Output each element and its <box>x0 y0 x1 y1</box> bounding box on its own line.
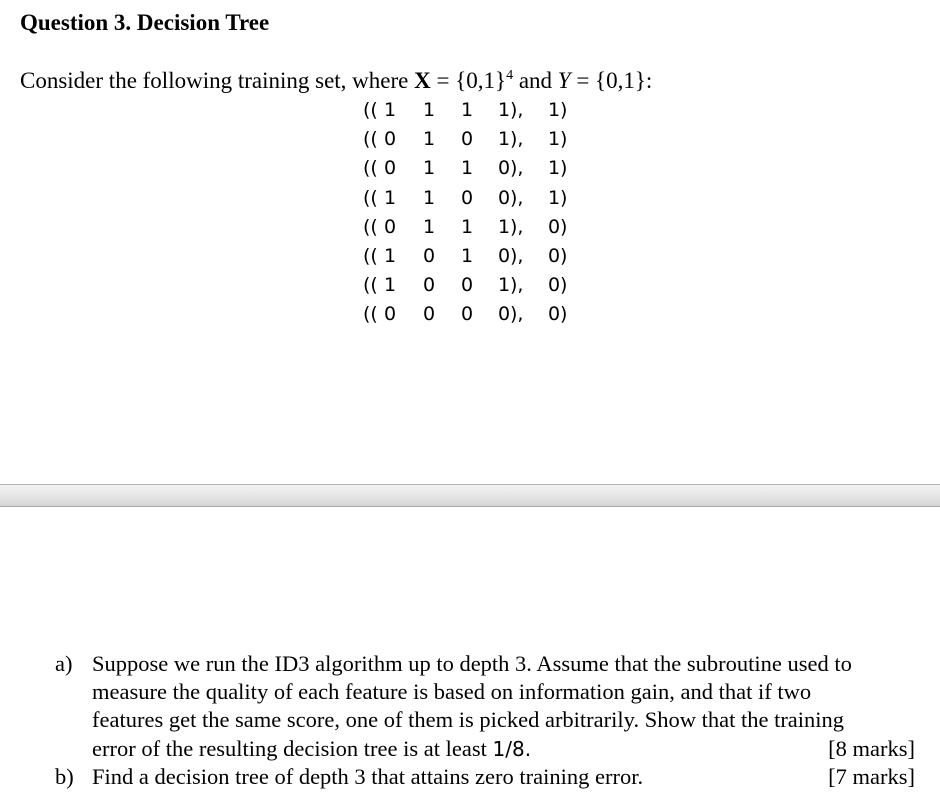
feature-x2: 1 <box>423 186 436 209</box>
row-open-paren: (( <box>363 99 378 121</box>
feature-x3: 0 <box>461 128 474 151</box>
row-close-paren: ) <box>560 128 568 151</box>
feature-x3: 1 <box>461 215 474 238</box>
training-row <box>363 154 583 183</box>
label-y: 1 <box>548 157 561 180</box>
row-separator: ), <box>510 274 524 297</box>
row-close-paren: ) <box>560 215 568 238</box>
label-y: 1 <box>548 128 561 151</box>
feature-x3: 1 <box>461 99 474 121</box>
training-row <box>363 96 583 125</box>
feature-x2: 0 <box>423 244 436 267</box>
error-bound-value: 1/8. <box>492 736 532 761</box>
training-row <box>363 125 583 154</box>
label-y: 1 <box>548 99 561 121</box>
part-b <box>0 763 940 791</box>
feature-x2: 1 <box>423 215 436 238</box>
part-a-line-1: Suppose we run the ID3 algorithm up to depth 3. Assume that the subroutine used to <box>92 651 852 676</box>
label-y: 0 <box>548 274 561 297</box>
part-a-line-3: features get the same score, one of them is picked arbitrarily. Show that the training <box>92 707 845 733</box>
row-close-paren: ) <box>560 157 568 180</box>
feature-x1: 1 <box>384 99 397 121</box>
feature-x3: 0 <box>461 303 474 326</box>
question-parts <box>0 650 940 791</box>
part-b-label: b) <box>55 763 74 789</box>
feature-x1: 0 <box>384 128 397 151</box>
feature-x4: 1 <box>498 99 511 121</box>
label-y: 0 <box>548 303 561 326</box>
feature-x2: 1 <box>423 99 436 121</box>
feature-x4: 1 <box>498 215 511 238</box>
feature-x2: 1 <box>423 128 436 151</box>
feature-x4: 1 <box>498 128 511 151</box>
feature-x4: 0 <box>498 244 511 267</box>
training-row <box>363 300 583 329</box>
row-open-paren: (( <box>363 215 378 238</box>
feature-x1: 0 <box>384 215 397 238</box>
row-separator: ), <box>510 244 524 267</box>
row-separator: ), <box>510 99 524 121</box>
feature-x1: 1 <box>384 274 397 297</box>
feature-x3: 1 <box>461 157 474 180</box>
row-separator: ), <box>510 186 524 209</box>
row-open-paren: (( <box>363 186 378 209</box>
label-y: 0 <box>548 215 561 238</box>
feature-x1: 1 <box>384 244 397 267</box>
row-open-paren: (( <box>363 244 378 267</box>
section-divider <box>0 484 940 507</box>
row-close-paren: ) <box>560 244 568 267</box>
feature-x2: 0 <box>423 303 436 326</box>
x-domain: = {0,1} <box>430 68 507 93</box>
feature-x4: 0 <box>498 186 511 209</box>
row-separator: ), <box>510 157 524 180</box>
row-open-paren: (( <box>363 157 378 180</box>
training-row <box>363 271 583 300</box>
question-title: Question 3. Decision Tree <box>20 10 270 35</box>
row-open-paren: (( <box>363 274 378 297</box>
training-row <box>363 184 583 213</box>
row-close-paren: ) <box>560 303 568 326</box>
feature-x1: 0 <box>384 157 397 180</box>
row-close-paren: ) <box>560 274 568 297</box>
feature-x1: 0 <box>384 303 397 326</box>
part-a-marks: [8 marks] <box>828 735 915 761</box>
label-y: 0 <box>548 244 561 267</box>
part-a-line-4: error of the resulting decision tree is at least <box>92 735 493 761</box>
feature-x1: 1 <box>384 186 397 209</box>
part-a-line-2: measure the quality of each feature is based on information gain, and that if two <box>92 679 812 705</box>
part-b-line-1: Find a decision tree of depth 3 that attains zero training error. <box>92 763 644 789</box>
row-close-paren: ) <box>560 99 568 121</box>
feature-x2: 1 <box>423 157 436 180</box>
row-open-paren: (( <box>363 303 378 326</box>
row-separator: ), <box>510 303 524 326</box>
row-open-paren: (( <box>363 128 378 151</box>
intro-and: and <box>513 68 558 93</box>
feature-x4: 1 <box>498 274 511 297</box>
x-exponent: 4 <box>506 68 514 83</box>
row-close-paren: ) <box>560 186 568 209</box>
part-a-label: a) <box>55 651 73 676</box>
feature-x3: 0 <box>461 274 474 297</box>
feature-x3: 1 <box>461 244 474 267</box>
training-row <box>363 213 583 242</box>
y-domain: = {0,1}: <box>570 68 653 93</box>
feature-x3: 0 <box>461 186 474 209</box>
feature-x4: 0 <box>498 303 511 326</box>
part-a <box>0 650 940 763</box>
row-separator: ), <box>510 215 524 238</box>
row-separator: ), <box>510 128 524 151</box>
part-b-marks: [7 marks] <box>828 763 915 789</box>
intro-prefix: Consider the following training set, where <box>20 68 415 93</box>
y-variable: Y <box>557 68 571 93</box>
feature-x2: 0 <box>423 274 436 297</box>
feature-x4: 0 <box>498 157 511 180</box>
training-set-table <box>363 96 583 330</box>
intro-sentence <box>20 68 652 94</box>
training-row <box>363 242 583 271</box>
x-variable: X <box>414 68 431 93</box>
label-y: 1 <box>548 186 561 209</box>
